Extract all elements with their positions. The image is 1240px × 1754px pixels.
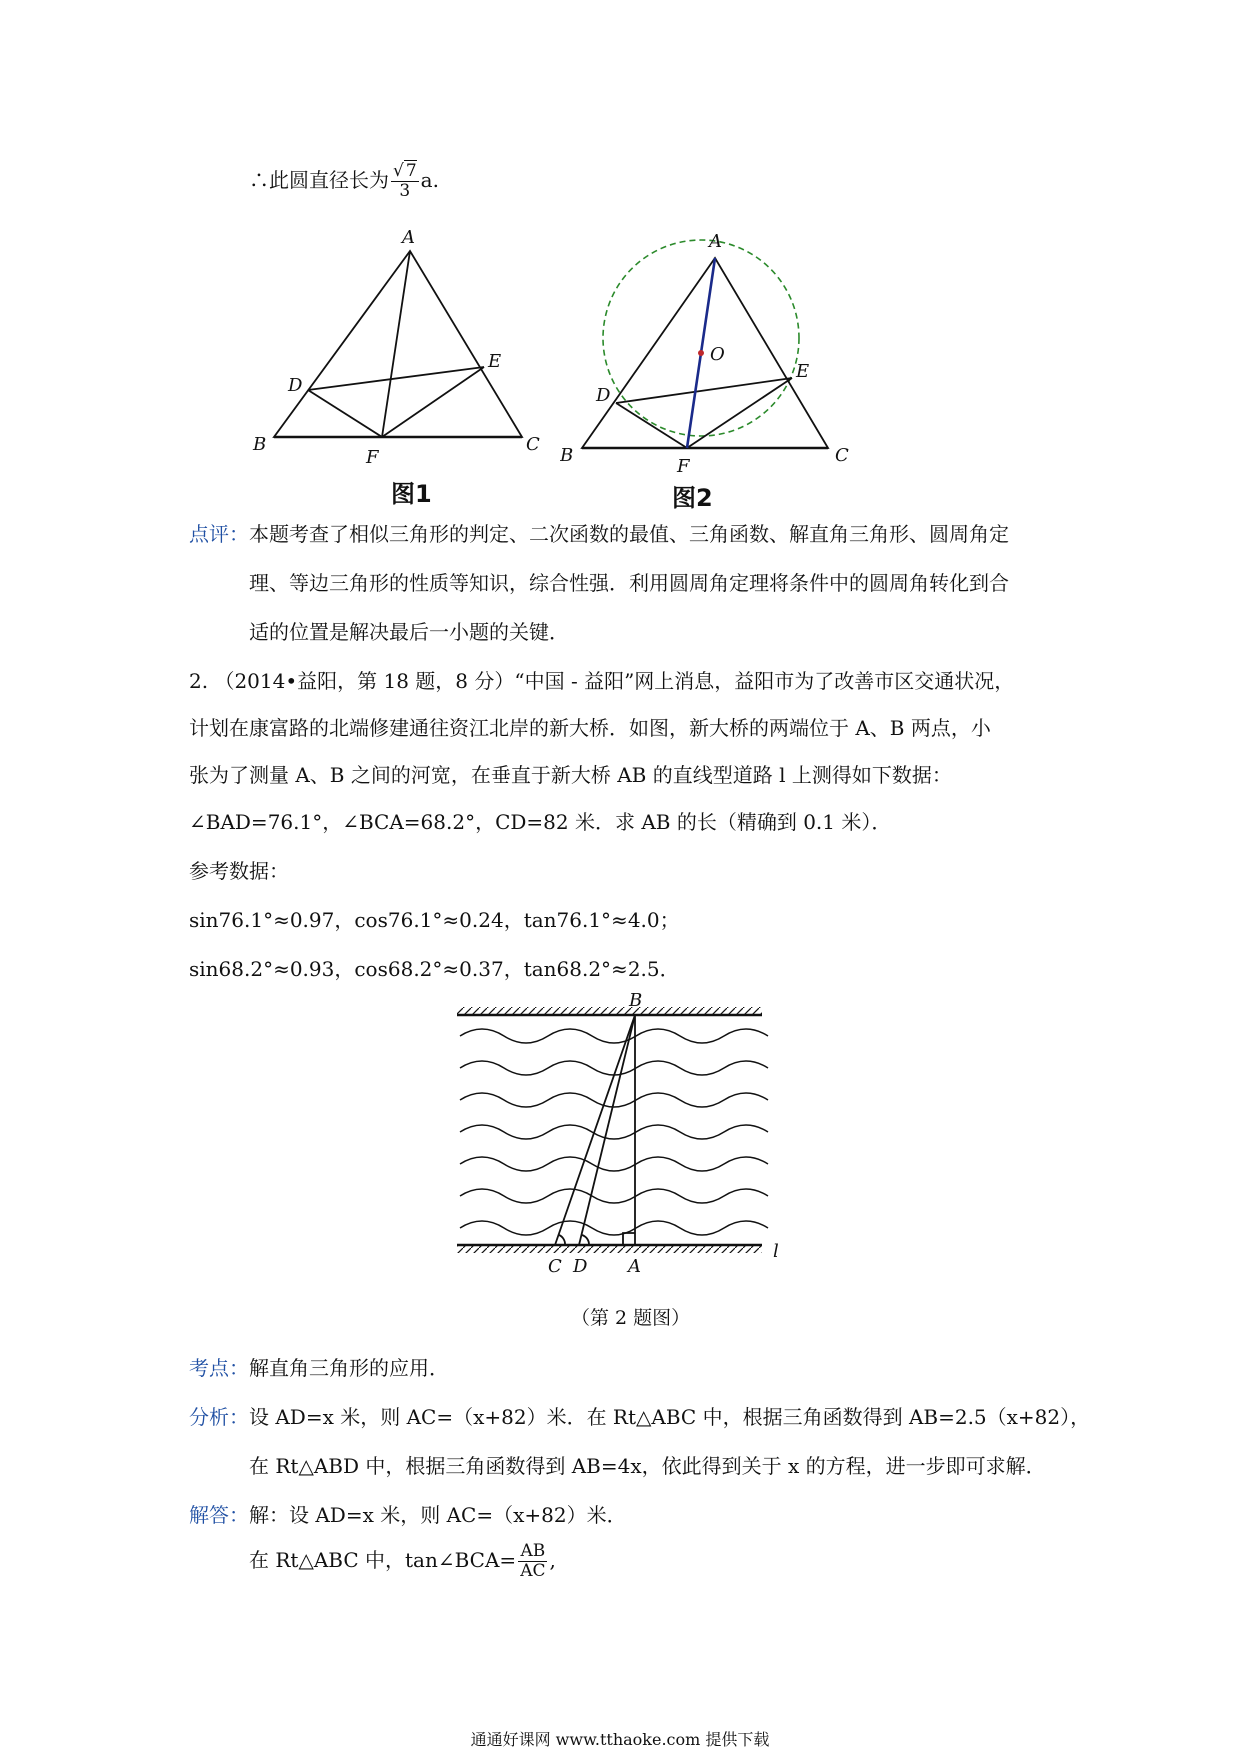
fig3-label-a: A — [628, 1256, 641, 1277]
figure-2-diagram — [560, 225, 860, 475]
jieda-line-2: 在 Rt△ABC 中，tan∠BCA= $\frac{AB}{AC}$ , — [249, 1541, 556, 1581]
fig3-label-c: C — [548, 1256, 562, 1277]
fraction-numerator: 7 — [405, 161, 417, 181]
tan-numerator: AB — [518, 1542, 547, 1562]
fig2-label-b: B — [560, 445, 574, 466]
fenxi-tag: 分析： — [189, 1405, 249, 1429]
fenxi-line-2: 在 Rt△ABD 中，根据三角函数得到 AB=4x，依此得到关于 x 的方程，进一步即可求解． — [249, 1454, 1046, 1478]
conclusion-line — [249, 160, 439, 201]
right-angle-mark — [623, 1233, 635, 1245]
problem-line-4: ∠BAD=76.1°，∠BCA=68.2°，CD=82 米．求 AB 的长（精确到 0.1 米）． — [189, 810, 892, 834]
fenxi-line-1: 分析：设 AD=x 米，则 AC=（x+82）米．在 Rt△ABC 中，根据三角函数得到 AB=2.5（x+82）， — [189, 1405, 1091, 1429]
fig2-label-c: C — [835, 445, 849, 466]
fig3-label-b: B — [629, 992, 643, 1011]
fig1-label-b: B — [253, 434, 267, 455]
conclusion-prefix: ∴此圆直径长为 — [249, 168, 389, 192]
jieda-tag: 解答： — [189, 1503, 249, 1527]
fig1-label-e: E — [488, 351, 502, 372]
fig1-label-a: A — [402, 227, 415, 248]
comment-line-3: 适的位置是解决最后一小题的关键． — [249, 620, 569, 644]
fraction-denominator: 3 — [399, 181, 411, 201]
page-footer: 通通好课网 www.tthaoke.com 提供下载 — [470, 1730, 770, 1749]
figure-1-diagram — [250, 225, 560, 470]
kaodian-line: 考点：解直角三角形的应用． — [189, 1356, 449, 1380]
fig1-label-c: C — [526, 434, 540, 455]
fig2-label-d: D — [596, 385, 611, 406]
comment-tag: 点评： — [189, 522, 249, 546]
fig1-label-f: F — [366, 447, 379, 468]
kaodian-tag: 考点： — [189, 1356, 249, 1380]
center-point-o — [698, 350, 704, 356]
problem-line-3: 张为了测量 A、B 之间的河宽，在垂直于新大桥 AB 的直线型道路 l 上测得如下数据： — [189, 763, 952, 787]
circumcircle-dashed — [603, 240, 799, 436]
problem-line-2: 计划在康富路的北端修建通往资江北岸的新大桥．如图，新大桥的两端位于 A、B 两点，小 — [189, 716, 991, 740]
problem-line-1: 2. （2014•益阳，第 18 题，8 分）“中国 - 益阳”网上消息，益阳市为了改善市区交通状况， — [189, 669, 1015, 693]
fig1-label-d: D — [288, 375, 303, 396]
tan-fraction — [518, 1542, 547, 1581]
angle-mark-c — [559, 1235, 565, 1245]
conclusion-suffix: a. — [420, 168, 439, 192]
diameter-fraction: $\frac{√ 7}{3}$ — [393, 161, 417, 201]
fig2-label-o: O — [710, 344, 725, 365]
figure-3-river-diagram — [455, 992, 790, 1292]
fig3-label-d: D — [573, 1256, 588, 1277]
figure-2-caption: 图2 — [672, 484, 713, 512]
comment-line-1: 点评：本题考查了相似三角形的判定、二次函数的最值、三角函数、解直角三角形、圆周角定 — [189, 522, 1009, 546]
jieda-line-1: 解答：解：设 AD=x 米，则 AC=（x+82）米． — [189, 1503, 627, 1527]
fig2-label-a: A — [709, 231, 722, 252]
angle-mark-d — [582, 1235, 589, 1245]
figure-1-caption: 图1 — [391, 480, 432, 508]
fig3-label-l: l — [773, 1241, 779, 1262]
tan-denominator: AC — [520, 1561, 546, 1581]
reference-line-2: sin68.2°≈0.93，cos68.2°≈0.37，tan68.2°≈2.5． — [189, 957, 680, 981]
fig2-label-e: E — [796, 361, 810, 382]
segment-cb — [555, 1015, 635, 1245]
reference-title: 参考数据： — [189, 859, 289, 883]
river-waves — [460, 1029, 768, 1235]
comment-line-2: 理、等边三角形的性质等知识，综合性强．利用圆周角定理将条件中的圆周角转化到合 — [249, 571, 1009, 595]
fig2-label-f: F — [677, 456, 690, 475]
figure-3-caption: （第 2 题图） — [571, 1307, 691, 1329]
reference-line-1: sin76.1°≈0.97，cos76.1°≈0.24，tan76.1°≈4.0； — [189, 908, 680, 932]
